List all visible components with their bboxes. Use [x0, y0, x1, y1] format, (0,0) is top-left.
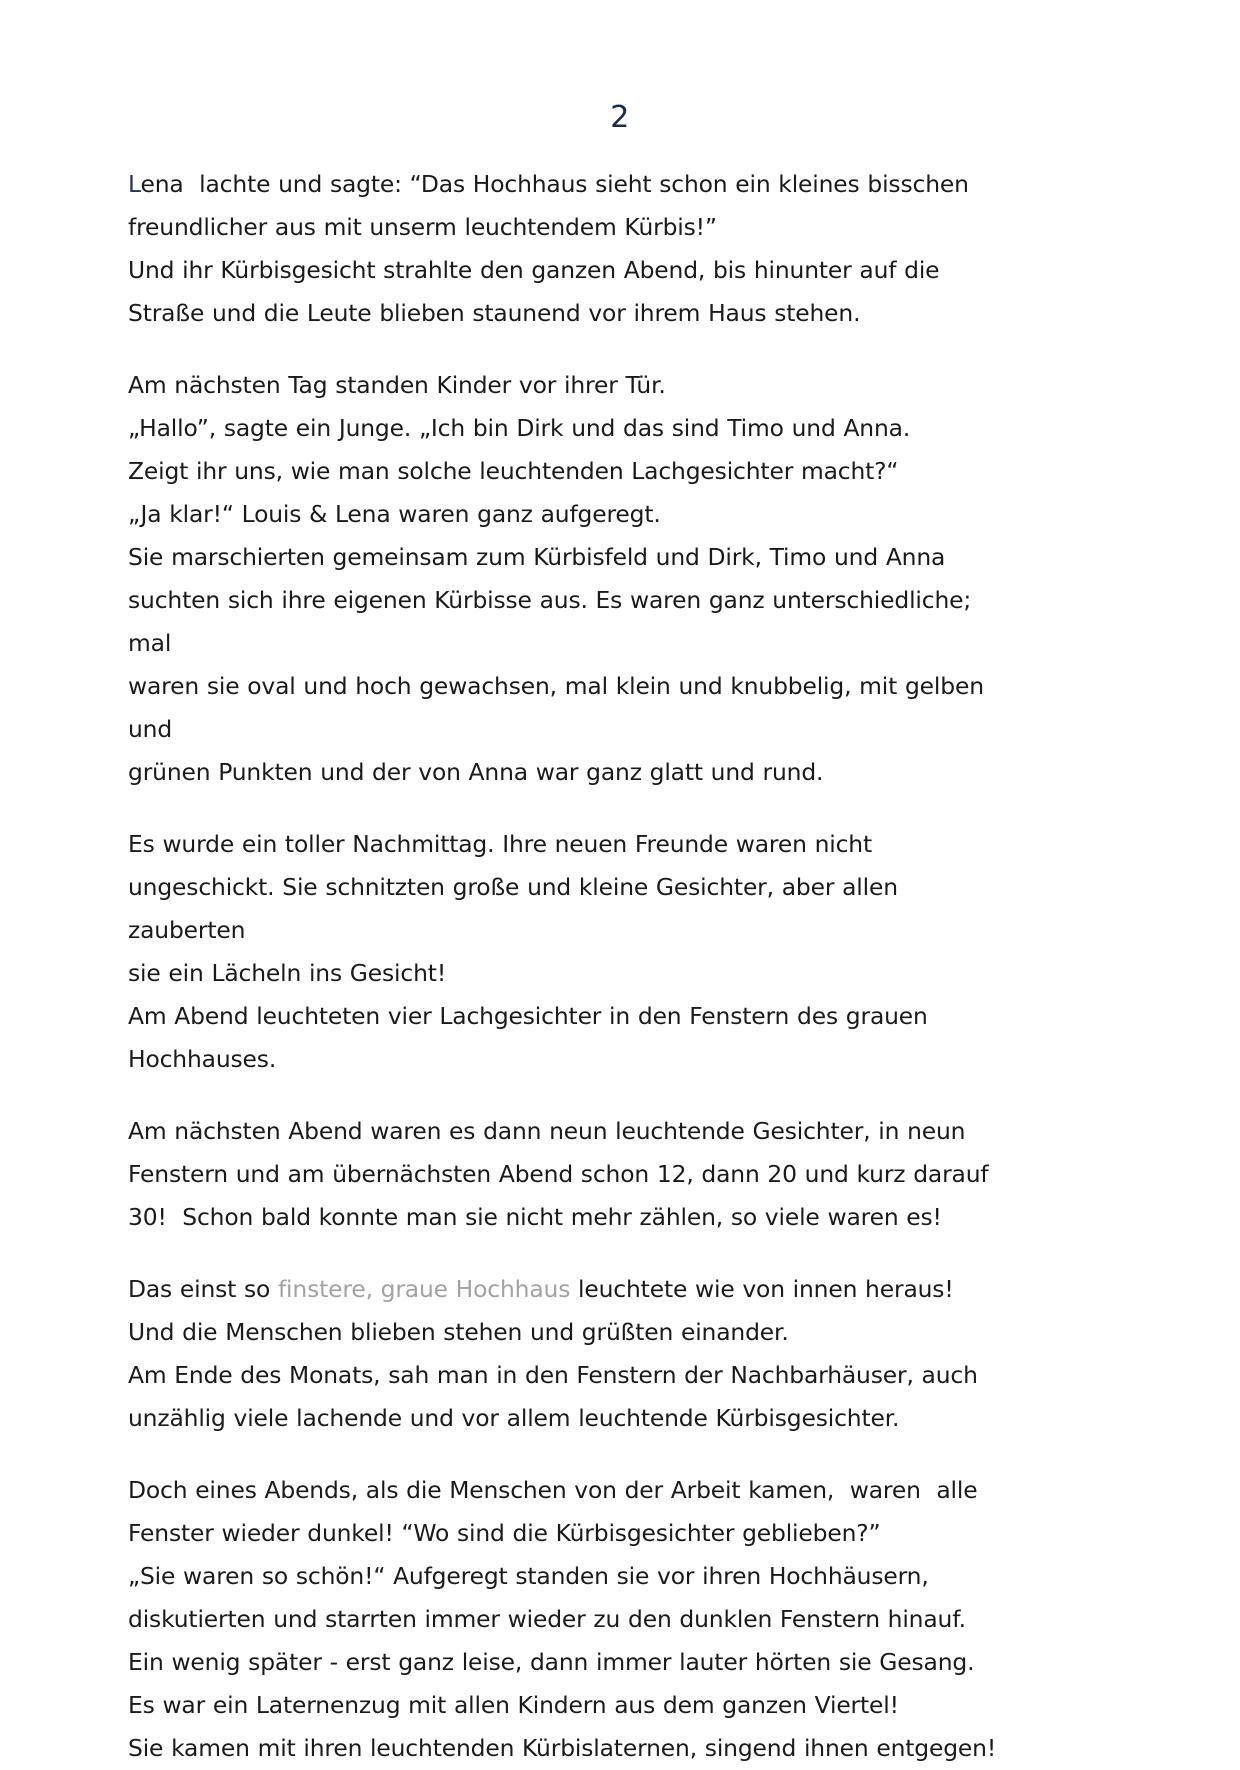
text-span: Straße und die Leute blieben staunend vor ihrem Haus stehen.: [128, 299, 861, 327]
text-span: 30! Schon bald konnte man sie nicht mehr zählen, so viele waren es!: [128, 1203, 942, 1231]
text-line: [128, 751, 1008, 794]
paragraph: [128, 163, 1008, 335]
text-line: [128, 1397, 1008, 1440]
text-line: [128, 823, 1008, 866]
text-span: Am nächsten Abend waren es dann neun leuchtende Gesichter, in neun: [128, 1117, 966, 1145]
text-span: diskutierten und starrten immer wieder zu den dunklen Fenstern hinauf.: [128, 1605, 966, 1633]
text-line: [128, 1641, 1008, 1684]
text-line: [128, 292, 1008, 335]
text-span: ena lachte und sagte: “Das Hochhaus sieht schon ein kleines bisschen: [140, 170, 969, 198]
text-line: [128, 1038, 1008, 1081]
text-line: [128, 163, 1008, 206]
text-span: Ein wenig später - erst ganz leise, dann immer lauter hörten sie Gesang.: [128, 1648, 975, 1676]
drop-cap-letter: L: [128, 170, 141, 198]
text-span: Am Ende des Monats, sah man in den Fenstern der Nachbarhäuser, auch: [128, 1361, 978, 1389]
text-span: Sie marschierten gemeinsam zum Kürbisfeld und Dirk, Timo und Anna: [128, 543, 946, 571]
text-line: [128, 1555, 1008, 1598]
text-span: freundlicher aus mit unserm leuchtendem Kürbis!”: [128, 213, 717, 241]
paragraph: [128, 1469, 1008, 1770]
text-line: [128, 866, 1008, 952]
text-line: [128, 450, 1008, 493]
page-number: 2: [610, 100, 630, 135]
text-span: grünen Punkten und der von Anna war ganz glatt und rund.: [128, 758, 824, 786]
text-line: [128, 493, 1008, 536]
text-line: [128, 1354, 1008, 1397]
faded-text-span: finstere, graue Hochhaus: [277, 1275, 571, 1303]
text-line: [128, 364, 1008, 407]
text-span: Doch eines Abends, als die Menschen von der Arbeit kamen, waren alle: [128, 1476, 978, 1504]
paragraph: [128, 823, 1008, 1081]
text-span: ungeschickt. Sie schnitzten große und kleine Gesichter, aber allen zauberten: [128, 873, 906, 944]
text-span: „Hallo”, sagte ein Junge. „Ich bin Dirk und das sind Timo und Anna.: [128, 414, 911, 442]
text-span: Es war ein Laternenzug mit allen Kindern aus dem ganzen Viertel!: [128, 1691, 899, 1719]
text-span: unzählig viele lachende und vor allem leuchtende Kürbisgesichter.: [128, 1404, 900, 1432]
text-span: suchten sich ihre eigenen Kürbisse aus. Es waren ganz unterschiedliche; mal: [128, 586, 979, 657]
story-body-text: [128, 163, 1008, 1770]
text-line: [128, 407, 1008, 450]
text-span: Am nächsten Tag standen Kinder vor ihrer Tür.: [128, 371, 666, 399]
text-span: sie ein Lächeln ins Gesicht!: [128, 959, 447, 987]
text-span: Hochhauses.: [128, 1045, 277, 1073]
text-span: Zeigt ihr uns, wie man solche leuchtenden Lachgesichter macht?“: [128, 457, 899, 485]
text-span: Fenster wieder dunkel! “Wo sind die Kürbisgesichter geblieben?”: [128, 1519, 881, 1547]
text-line: [128, 1684, 1008, 1727]
text-line: [128, 1598, 1008, 1641]
text-line: [128, 1153, 1008, 1196]
text-span: Und ihr Kürbisgesicht strahlte den ganzen Abend, bis hinunter auf die: [128, 256, 940, 284]
paragraph: [128, 1110, 1008, 1239]
paragraph: [128, 364, 1008, 794]
text-line: [128, 1469, 1008, 1512]
text-line: [128, 1268, 1008, 1311]
text-line: [128, 579, 1008, 665]
text-line: [128, 1727, 1008, 1770]
text-span: leuchtete wie von innen heraus!: [570, 1275, 954, 1303]
text-line: [128, 249, 1008, 292]
text-line: [128, 995, 1008, 1038]
text-span: „Ja klar!“ Louis & Lena waren ganz aufgeregt.: [128, 500, 661, 528]
text-line: [128, 206, 1008, 249]
text-span: Das einst so: [128, 1275, 278, 1303]
text-line: [128, 665, 1008, 751]
text-span: Am Abend leuchteten vier Lachgesichter in den Fenstern des grauen: [128, 1002, 928, 1030]
text-span: Sie kamen mit ihren leuchtenden Kürbislaternen, singend ihnen entgegen!: [128, 1734, 997, 1762]
text-line: [128, 536, 1008, 579]
text-line: [128, 1512, 1008, 1555]
text-line: [128, 952, 1008, 995]
text-span: „Sie waren so schön!“ Aufgeregt standen sie vor ihren Hochhäusern,: [128, 1562, 929, 1590]
text-line: [128, 1311, 1008, 1354]
text-span: Fenstern und am übernächsten Abend schon 12, dann 20 und kurz darauf: [128, 1160, 989, 1188]
text-span: Und die Menschen blieben stehen und grüßten einander.: [128, 1318, 789, 1346]
paragraph: [128, 1268, 1008, 1440]
text-line: [128, 1110, 1008, 1153]
text-span: Es wurde ein toller Nachmittag. Ihre neuen Freunde waren nicht: [128, 830, 873, 858]
text-line: [128, 1196, 1008, 1239]
text-span: waren sie oval und hoch gewachsen, mal klein und knubbelig, mit gelben und: [128, 672, 992, 743]
